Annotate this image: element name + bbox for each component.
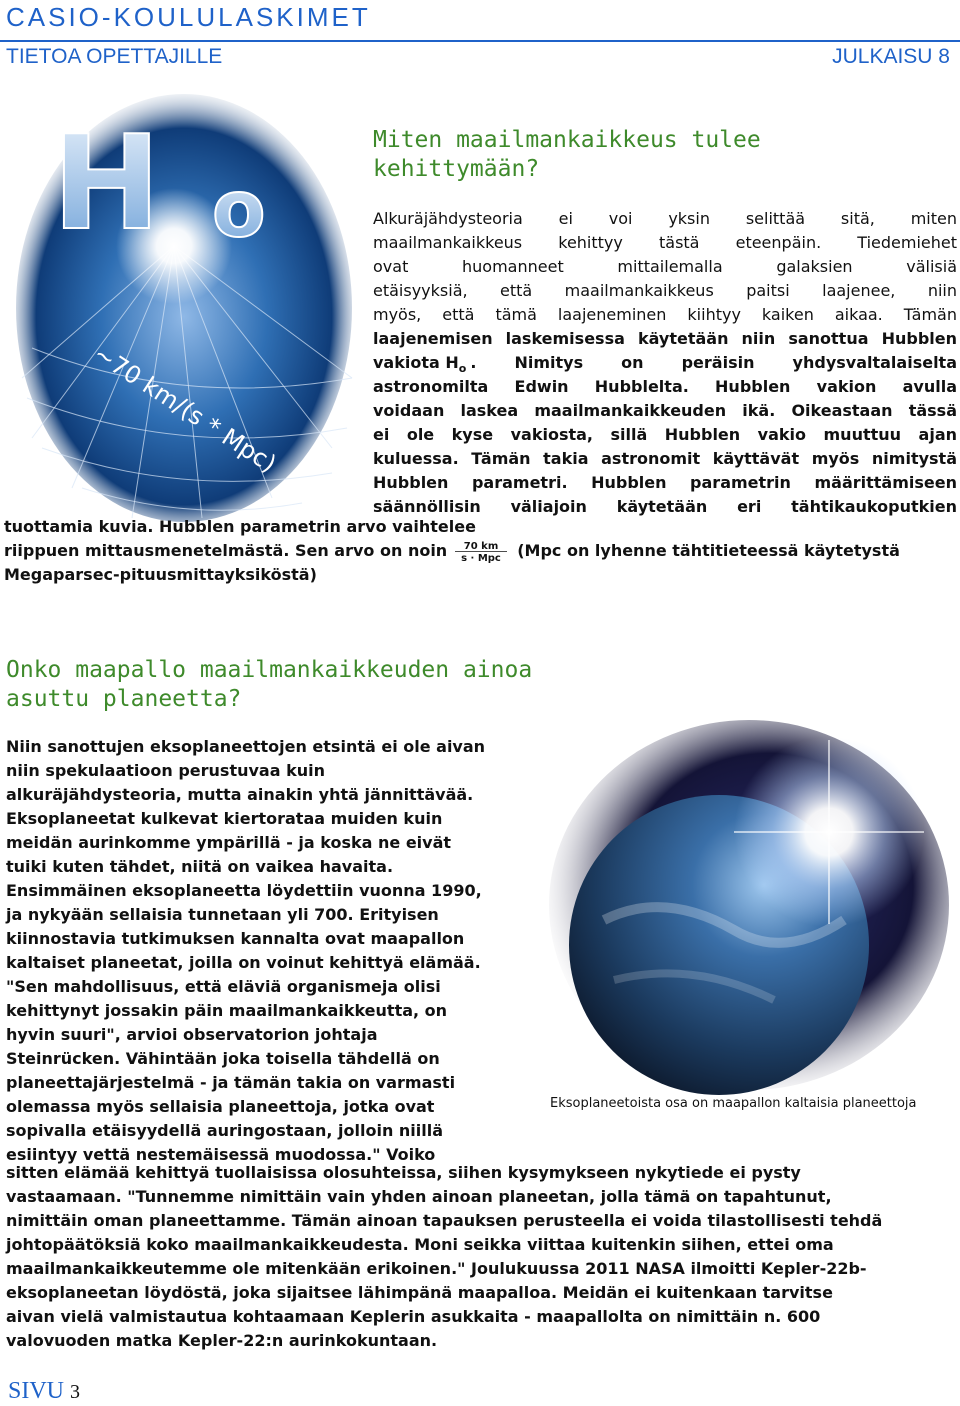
- text-line: kiinnostavia tutkimuksen kannalta ovat maapallon: [6, 929, 465, 948]
- header-divider: [0, 40, 960, 42]
- text-fragment: (Mpc on lyhenne tähtitieteessä käytetystä: [517, 541, 900, 561]
- page-number: 3: [70, 1381, 81, 1403]
- section2-body: [6, 735, 526, 1167]
- text-line: maailmankaikkeutemme ole mitenkään erikoinen." Joulukuussa 2011 NASA ilmoitti Kepler-22b-: [6, 1259, 867, 1278]
- text-fragment: vakiota H: [373, 353, 459, 372]
- text-line: etäisyyksiä, että maailmankaikkeus paitsi laajenee, niin: [373, 281, 957, 300]
- subscript-o: o: [458, 362, 467, 376]
- brand-title: CASIO-KOULULASKIMET: [6, 2, 371, 32]
- planet-caption: Eksoplaneetoista osa on maapallon kaltaisia planeettoja: [550, 1096, 917, 1111]
- text-line: säännöllisin väliajoin käytetään eri tähtikaukoputkien: [373, 497, 957, 516]
- hubble-unit-fraction: [453, 539, 509, 563]
- text-line: Eksoplaneetat kulkevat kiertorataa muiden kuin: [6, 809, 443, 828]
- svg-text:H: H: [52, 107, 161, 259]
- hubble-constant-illustration: [12, 78, 357, 526]
- text-line: voidaan laskea maailmankaikkeuden ikä. Oikeastaan tässä: [373, 401, 957, 420]
- text-line: hyvin suuri", arvioi observatorion johtaja: [6, 1025, 378, 1044]
- text-line: sopivalla etäisyydellä auringostaan, jolloin niillä: [6, 1121, 444, 1140]
- text-line: laajenemisen laskemisessa käytetään niin sanottua Hubblen: [373, 329, 957, 348]
- section2-tail: [6, 1161, 956, 1353]
- text-fragment: riippuen mittausmenetelmästä. Sen arvo on noin: [4, 541, 448, 561]
- issue-label: JULKAISU 8: [832, 45, 950, 68]
- text-line: Ensimmäinen eksoplaneetta löydettiin vuonna 1990,: [6, 881, 482, 900]
- section1-body: [373, 207, 957, 519]
- text-line: vastaamaan. "Tunnemme nimittäin vain yhden ainoan planeetan, jolla tämä on tapahtunut,: [6, 1187, 832, 1206]
- text-line: Hubblen parametri. Hubblen parametrin määrittämiseen: [373, 473, 957, 492]
- publication-label: TIETOA OPETTAJILLE: [6, 45, 223, 68]
- text-line: esiintyy vettä nestemäisessä muodossa." Voiko: [6, 1145, 436, 1164]
- text-line: johtopäätöksiä koko maailmankaikkeudesta. Moni seikka viittaa kuitenkin siihen, ettei oma: [6, 1235, 834, 1254]
- text-line: kehittynyt jossakin päin maailmankaikkeutta, on: [6, 1001, 448, 1020]
- svg-text:o: o: [212, 165, 266, 255]
- text-line: nimittäin oman planeettamme. Tämän ainoan tapauksen perusteella ei voida tilastollisesti tehdä: [6, 1211, 883, 1230]
- text-line: niin spekulaatioon perustuvaa kuin: [6, 761, 325, 780]
- text-line: alkuräjähdysteoria, mutta ainakin yhtä jännittävää.: [6, 785, 474, 804]
- text-line: Niin sanottujen eksoplaneettojen etsintä ei ole aivan: [6, 737, 486, 756]
- text-line: valovuoden matka Kepler-22:n aurinkokuntaan.: [6, 1331, 438, 1350]
- text-line: myös, että tämä laajeneminen kiihtyy kaiken aikaa. Tämän: [373, 305, 957, 324]
- section1-tail: [4, 515, 959, 587]
- exoplanet-image: [544, 720, 950, 1098]
- text-line: Steinrücken. Vähintään joka toisella tähdellä on: [6, 1049, 440, 1068]
- text-line-hubble-value: [4, 539, 959, 563]
- text-line: maailmankaikkeus kehittyy tästä eteenpäin. Tiedemiehet: [373, 233, 957, 252]
- section-title-exoplanets: Onko maapallo maailmankaikkeuden ainoa asuttu planeetta?: [6, 657, 533, 712]
- text-line-hubble-constant: [373, 351, 957, 375]
- text-line: planeettajärjestelmä - ja tämän takia on varmasti: [6, 1073, 456, 1092]
- fraction-numerator: 70 km: [463, 541, 499, 552]
- text-line: eksoplaneetan löydöstä, joka sijaitsee lähimpänä maapalloa. Meidän ei kuitenkaan tarvitse: [6, 1283, 833, 1302]
- text-line: Alkuräjähdysteoria ei voi yksin selittää sitä, miten: [373, 209, 957, 228]
- text-line: kaltaiset planeetat, joilla on voinut kehittyä elämää.: [6, 953, 481, 972]
- fraction-denominator: s · Mpc: [461, 553, 502, 563]
- text-line: olemassa myös sellaisia planeettoja, jotka ovat: [6, 1097, 435, 1116]
- text-line: tuottamia kuvia. Hubblen parametrin arvo vaihtelee: [4, 517, 476, 536]
- text-line: meidän aurinkomme ympärillä - ja koska ne eivät: [6, 833, 452, 852]
- text-line: astronomilta Edwin Hubblelta. Hubblen vakion avulla: [373, 377, 957, 396]
- text-line: "Sen mahdollisuus, että eläviä organismeja olisi: [6, 977, 441, 996]
- text-line: Megaparsec-pituusmittayksiköstä): [4, 565, 317, 584]
- text-line: ei ole kyse vakiosta, sillä Hubblen vakio muuttuu ajan: [373, 425, 957, 444]
- text-line: ovat huomanneet mittailemalla galaksien välisiä: [373, 257, 957, 276]
- text-line: aivan vielä valmistautua kohtaamaan Keplerin asukkaita - maapallolta on nimittäin n. 600: [6, 1307, 821, 1326]
- text-line: kuluessa. Tämän takia astronomit käyttävät myös nimitystä: [373, 449, 957, 468]
- text-fragment: . Nimitys on peräisin yhdysvaltalaiselta: [470, 353, 957, 372]
- page-footer: [8, 1378, 80, 1405]
- hubble-formula-label: ~70 km/(s * Mpc): [88, 339, 282, 479]
- section-title-universe: Miten maailmankaikkeus tulee kehittymään?: [373, 127, 761, 182]
- text-line: sitten elämää kehittyä tuollaisissa olosuhteissa, siihen kysymykseen nykytiede ei pysty: [6, 1163, 801, 1182]
- page-label: SIVU: [8, 1378, 65, 1404]
- text-line: ja nykyään sellaisia tunnetaan yli 700. Erityisen: [6, 905, 439, 924]
- text-line: tuiki kuten tähdet, niitä on vaikea havaita.: [6, 857, 394, 876]
